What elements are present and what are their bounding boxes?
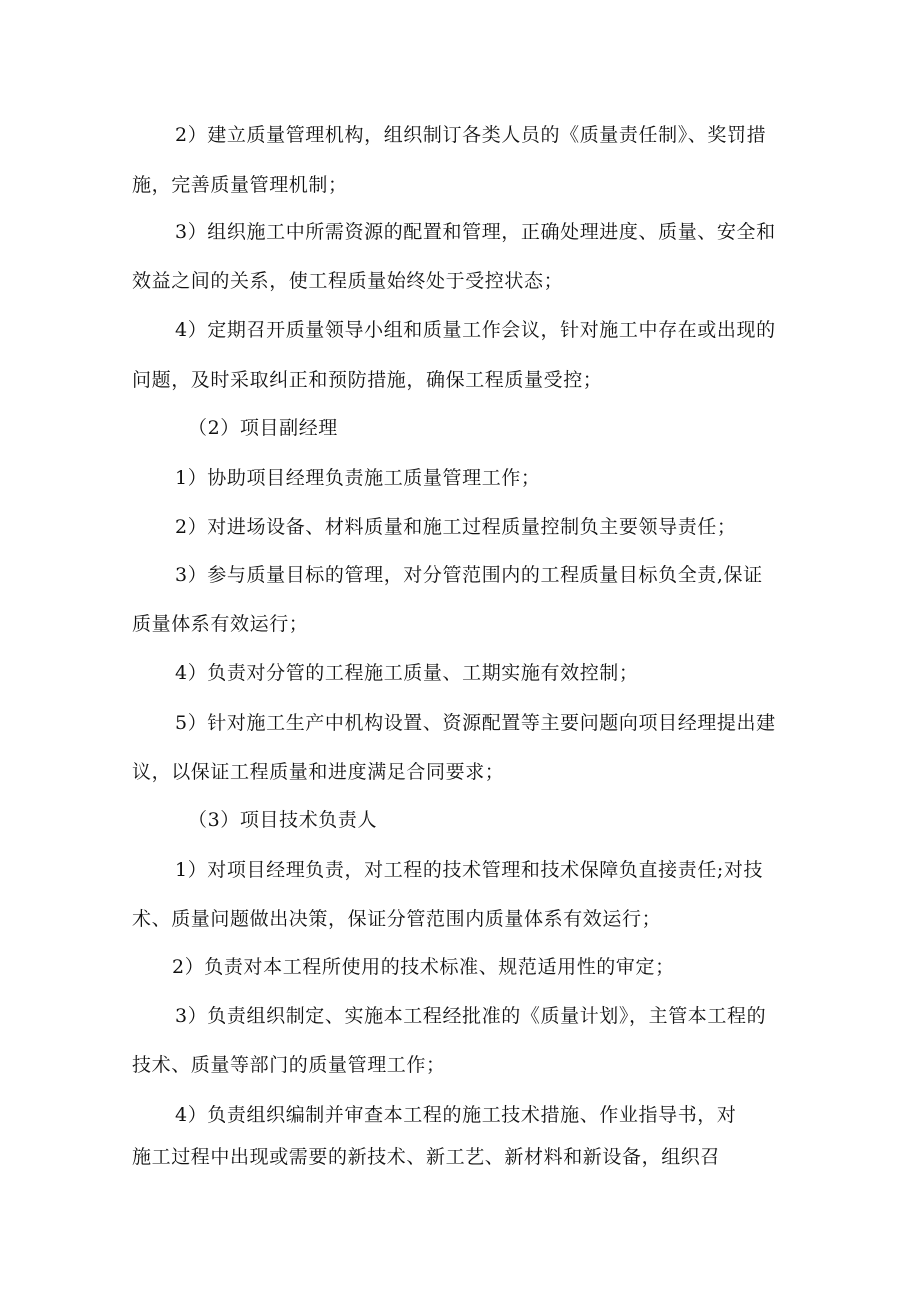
section-heading: （3）项目技术负责人 <box>188 809 378 831</box>
paragraph-line: 效益之间的关系，使工程质量始终处于受控状态； <box>132 270 564 292</box>
paragraph-line: 术、质量问题做出决策，保证分管范围内质量体系有效运行； <box>132 908 662 930</box>
paragraph-line: 议，以保证工程质量和进度满足合同要求； <box>132 761 505 783</box>
paragraph-line: 1）协助项目经理负责施工质量管理工作； <box>175 467 541 489</box>
paragraph-line: 4）负责组织编制并审查本工程的施工技术措施、作业指导书，对 <box>175 1104 737 1126</box>
paragraph-line: 3）负责组织制定、实施本工程经批准的《质量计划》，主管本工程的 <box>175 1005 767 1027</box>
paragraph-line: 技术、质量等部门的质量管理工作； <box>132 1054 446 1076</box>
paragraph-line: 问题，及时采取纠正和预防措施，确保工程质量受控； <box>132 369 603 391</box>
paragraph-line: 5）针对施工生产中机构设置、资源配置等主要问题向项目经理提出建 <box>175 712 776 734</box>
paragraph-line: 质量体系有效运行； <box>132 613 309 635</box>
paragraph-line: 2）建立质量管理机构，组织制订各类人员的《质量责任制》、奖罚措 <box>175 124 767 146</box>
paragraph-line: 1）对项目经理负责，对工程的技术管理和技术保障负直接责任;对技 <box>175 859 764 881</box>
paragraph-line: 2）负责对本工程所使用的技术标准、规范适用性的审定； <box>172 956 675 978</box>
paragraph-line: 3）组织施工中所需资源的配置和管理，正确处理进度、质量、安全和 <box>175 221 776 243</box>
paragraph-line: 2）对进场设备、材料质量和施工过程质量控制负主要领导责任； <box>175 516 737 538</box>
section-heading: （2）项目副经理 <box>188 417 338 439</box>
paragraph-line: 4）负责对分管的工程施工质量、工期实施有效控制； <box>175 662 639 684</box>
paragraph-line: 施工过程中出现或需要的新技术、新工艺、新材料和新设备，组织召 <box>132 1146 721 1168</box>
paragraph-line: 3）参与质量目标的管理，对分管范围内的工程质量目标负全责,保证 <box>175 564 763 586</box>
paragraph-line: 施，完善质量管理机制； <box>132 174 348 196</box>
paragraph-line: 4）定期召开质量领导小组和质量工作会议，针对施工中存在或出现的 <box>175 319 776 341</box>
